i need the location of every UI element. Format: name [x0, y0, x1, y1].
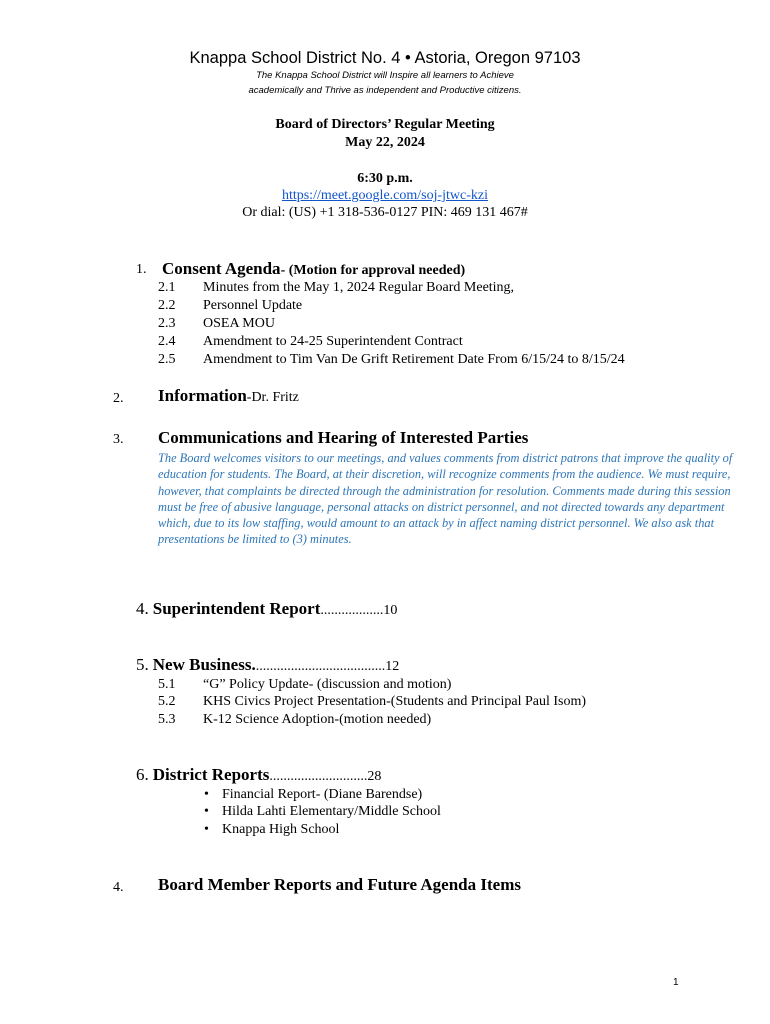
- new-business-subitem-text: K-12 Science Adoption-(motion needed): [203, 712, 432, 727]
- district-name: Knappa School District No. 4 • Astoria, Oregon 97103: [189, 49, 581, 67]
- bullet-icon: •: [204, 804, 209, 819]
- board-member-reports-number: 4.: [113, 880, 124, 895]
- consent-item-number: 2.3: [158, 316, 176, 331]
- consent-item-text: Minutes from the May 1, 2024 Regular Board Meeting,: [203, 280, 515, 295]
- communications-number: 3.: [113, 432, 124, 447]
- consent-item-text: OSEA MOU: [203, 316, 275, 331]
- board-member-reports-title: Board Member Reports and Future Agenda Items: [158, 875, 521, 894]
- district-reports-title: District Reports: [152, 765, 270, 784]
- consent-item-number: 2.5: [158, 352, 176, 367]
- new-business-number: 5.: [136, 655, 149, 674]
- page-number: 1: [673, 977, 679, 988]
- new-business-title: New Business.: [152, 655, 256, 674]
- bullet-icon: •: [204, 822, 209, 837]
- information-note: -Dr. Fritz: [246, 390, 299, 405]
- bullet-icon: •: [204, 787, 209, 802]
- consent-item-text: Amendment to Tim Van De Grift Retirement Date From 6/15/24 to 8/15/24: [203, 352, 625, 367]
- consent-item-number: 2.4: [158, 334, 176, 349]
- district-reports-item: [136, 765, 381, 785]
- consent-item-text: Personnel Update: [203, 298, 303, 313]
- information-title: Information: [158, 386, 247, 405]
- consent-item-text: Amendment to 24-25 Superintendent Contract: [203, 334, 463, 349]
- district-report-text: Hilda Lahti Elementary/Middle School: [222, 804, 441, 819]
- meeting-dial-info: Or dial: (US) +1 318-536-0127 PIN: 469 131 467#: [242, 205, 528, 220]
- meeting-title: Board of Directors’ Regular Meeting: [275, 117, 495, 132]
- consent-agenda-number: 1.: [136, 262, 147, 277]
- tagline-line-2: academically and Thrive as independent and Productive citizens.: [248, 85, 522, 96]
- new-business-subitem-number: 5.3: [158, 712, 176, 727]
- consent-agenda-title: Consent Agenda: [162, 259, 281, 278]
- meeting-link[interactable]: https://meet.google.com/soj-jtwc-kzi: [281, 188, 489, 203]
- communications-paragraph: The Board welcomes visitors to our meetings, and values comments from district patrons that improve the quality of education for students. The Board, at their discretion, will recognize comments from the audience. We must require, however, that complaints be directed through the administration for resolution. Comments made during this session must be free of abusive language, personal attacks on district personnel, and not directed towards any department which, due to its low staffing, would amount to an attack by in affect naming district personnel. We also ask that presentations be limited to (3) minutes.: [158, 451, 733, 547]
- new-business-page: .....................................12: [255, 659, 400, 674]
- information-heading: [158, 386, 299, 406]
- superintendent-report-page: ..................10: [320, 603, 398, 618]
- district-reports-page: ............................28: [269, 769, 382, 784]
- meeting-time: 6:30 p.m.: [357, 171, 413, 186]
- district-report-text: Financial Report- (Diane Barendse): [222, 787, 423, 802]
- new-business-subitem-text: “G” Policy Update- (discussion and motion): [203, 677, 452, 692]
- superintendent-report-item: [136, 599, 397, 619]
- new-business-item: [136, 655, 399, 675]
- new-business-subitem-number: 5.2: [158, 694, 176, 709]
- superintendent-report-title: Superintendent Report: [152, 599, 321, 618]
- consent-agenda-note: - (Motion for approval needed): [280, 263, 466, 278]
- tagline-line-1: The Knappa School District will Inspire all learners to Achieve: [256, 70, 514, 81]
- consent-item-number: 2.1: [158, 280, 176, 295]
- communications-title: Communications and Hearing of Interested Parties: [158, 428, 529, 447]
- superintendent-report-number: 4.: [136, 599, 149, 618]
- consent-item-number: 2.2: [158, 298, 176, 313]
- district-reports-number: 6.: [136, 765, 149, 784]
- meeting-date: May 22, 2024: [345, 135, 425, 150]
- new-business-subitem-number: 5.1: [158, 677, 176, 692]
- information-number: 2.: [113, 391, 124, 406]
- new-business-subitem-text: KHS Civics Project Presentation-(Students and Principal Paul Isom): [203, 694, 587, 709]
- district-report-text: Knappa High School: [222, 822, 340, 837]
- consent-agenda-heading: [162, 259, 465, 279]
